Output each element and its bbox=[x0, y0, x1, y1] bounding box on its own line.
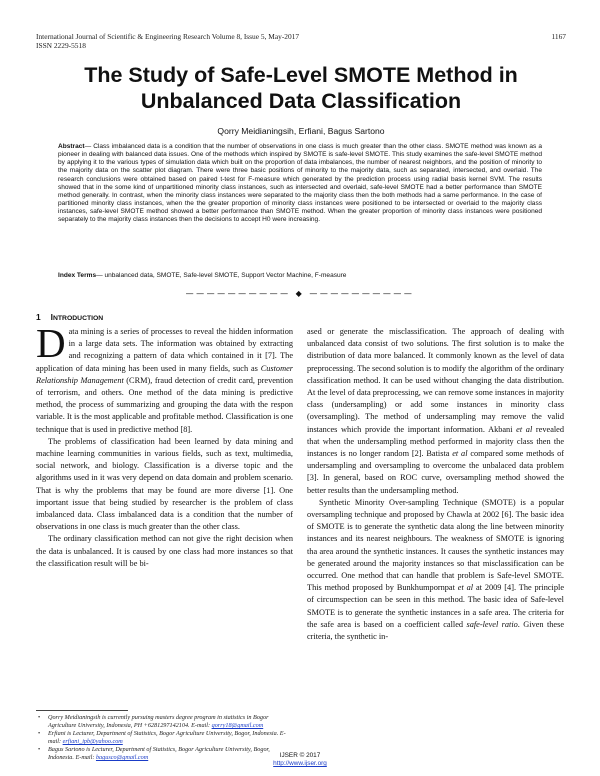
footnote-item: • Erfiani is Lecturer, Department of Statistics, Bogor Agriculture University, Bogor, Indonesia. E-mail: erfiani_ipb@yahoo.com bbox=[36, 730, 293, 746]
email-link[interactable]: qorry18@gmail.com bbox=[211, 722, 264, 729]
page-footer bbox=[0, 752, 600, 768]
footnote-rule bbox=[36, 710, 128, 711]
drop-cap: D bbox=[36, 320, 66, 366]
journal-url-link[interactable]: http://www.ijser.org bbox=[273, 760, 327, 767]
abstract bbox=[58, 143, 542, 225]
left-column bbox=[36, 320, 293, 570]
footnote-item: • Bagus Sartono is Lecturer, Department of Statistics, Bogor Agriculture University, Bogor, Indonesia. E-mail: bagusco@gmail.com bbox=[36, 746, 293, 762]
paragraph: The ordinary classification method can not give the right decision when the data is unbalanced. It is caused by one class had more instances so that the classification result will be bi- bbox=[36, 534, 293, 568]
section-title-rest: NTRODUCTION bbox=[53, 315, 104, 322]
journal-line: International Journal of Scientific & Engineering Research Volume 8, Issue 5, May-2017 bbox=[36, 32, 300, 41]
copyright: IJSER © 2017 bbox=[279, 752, 321, 759]
paragraph: Synthetic Minority Over-sampling Technique (SMOTE) is a popular oversampling technique and proposed by Chawla at 2002 [6]. The basic idea of SMOTE is to generate the synthetic data along the line between minority instances and its nearest neighbours. The weakness of SMOTE is ignoring tha area around the synthetic instances. It causes the synthetic instances may be generated around the majority instances so that misclassification can be occurred. One method that can handle that problem is Safe-level SMOTE. This method proposed by Bunkhumpornpat et al at 2009 [4]. The principle of circumspection can be seen in this method. The basic idea of Safe-level SMOTE is to generate the synthetic instances in a safe area. The criteria for the safe area is based on a coefficient called safe-level ratio. Given these criteria, the synthetic in- bbox=[307, 497, 565, 642]
email-link[interactable]: erfiani_ipb@yahoo.com bbox=[62, 738, 123, 745]
footnote-item: • Qorry Meidianingsih is currently pursuing masters degree program in statistics in Bogor Agriculture University, Indonesia, PH +6281297142104. E-mail: qorry18@gmail.com bbox=[36, 714, 293, 730]
right-column bbox=[307, 326, 564, 643]
abstract-label: Abstract bbox=[58, 143, 85, 150]
paragraph: The problems of classification had been learned by data mining and machine learning communities in various fields, such as text, multimedia, social network, and biology. Classification is a diverse topic and the algorithms used in it was very depend on data domain and problem scenario. That is why the problems that may be found are more diverse [1]. One important issue that being studied by researcher is the problem of class imbalanced data. Class imbalanced data is a condition that the number of observations in one class is much greater than the other class. bbox=[36, 436, 293, 532]
email-link[interactable]: bagusco@gmail.com bbox=[95, 754, 149, 761]
index-terms bbox=[58, 272, 542, 280]
authors: Qorry Meidianingsih, Erfiani, Bagus Sartono bbox=[217, 126, 385, 136]
index-terms-label: Index Terms bbox=[58, 272, 97, 279]
section-divider: —————————— ◆ —————————— bbox=[185, 289, 415, 298]
title-line-2: Unbalanced Data Classification bbox=[140, 89, 462, 113]
abstract-text: — Class imbalanced data is a condition that the number of observations in one class is much greater than the other class. SMOTE method was known as a pioneer in dealing with balanced data issues. One of the methods which inspired by SMOTE is safe-level SMOTE. This study examines the safe-level SMOTE method by applying it to the various types of simulation data which built on the proportion of data imbalances, the number of nearest neighbors, and the position of minority to the majority data on the scatter plot diagram. There were three basic positions of minority to the majority data, such as separated, intersected, and overlaid. The research conclusions were obtained based on paired t-test for F-measure which generated by the prediction process using radial basis kernel SVM. The results showed that in the some kind of unpartitioned minority class instances, such as intersected and overlaid, safe-level SMOTE had a better performance than SMOTE method generally. In contrast, when the minority class instances were separated to the majority class then the both methods had a same performance. In the case of partitioned minority class instances, when the the greater proportion of minority class instances were positioned to be intersected or overlaid to the majority class instances, safe-level SMOTE method showed a better performance than SMOTE method. When the greater proportion of minority class instances were positioned separately to the majority class instances then the decisions to accept H0 were increasing. bbox=[58, 143, 542, 224]
section-number: 1 bbox=[36, 312, 41, 322]
paper-title bbox=[36, 62, 566, 114]
page-number: 1167 bbox=[551, 32, 566, 41]
index-terms-text: — unbalanced data, SMOTE, Safe-level SMOTE, Support Vector Machine, F-measure bbox=[96, 272, 347, 279]
running-header bbox=[36, 32, 566, 50]
title-line-1: The Study of Safe-Level SMOTE Method in bbox=[84, 63, 518, 87]
section-title-initial: I bbox=[50, 312, 53, 322]
issn: ISSN 2229-5518 bbox=[36, 41, 86, 50]
paragraph: Data mining is a series of processes to reveal the hidden information in a large data sets. The information was obtained by extracting and recognizing a pattern of data which contained in it [7]. The application of data mining has been used in many fields, such as Customer Relationship Management (CRM), fraud detection of credit card, prevention of terrorism, and others. One method of the data mining is predictive method, the process of summarizing and grouping the data with the respon variable. It is the most applicable and profitable method. Classification is one technique that is used in predictive method [8]. bbox=[36, 320, 293, 434]
paragraph: ased or generate the misclassification. The approach of dealing with unbalanced data consist of two solutions. The first solution is to make the distribution of data more balanced. It commonly known as the level of data preprocessing. The second solution is to modify the algorithm of the ordinary classification method. It can be used without changing the data distribution. At the level of data preprocessing, we can remove some instances in majority class (undersampling) or add some instances in minority class (oversampling). The method of undersampling may remove the valid instances which provide the important information. Akbani et al revealed that when the undersampling method performed in majority class then the instances is no longer random [2]. Batista et al compared some methods of undersampling and oversampling to overcome the unbalaced data problem [3]. In general, based on ROC curve, oversampling method showed the better results than the undersampling method. bbox=[307, 327, 565, 495]
